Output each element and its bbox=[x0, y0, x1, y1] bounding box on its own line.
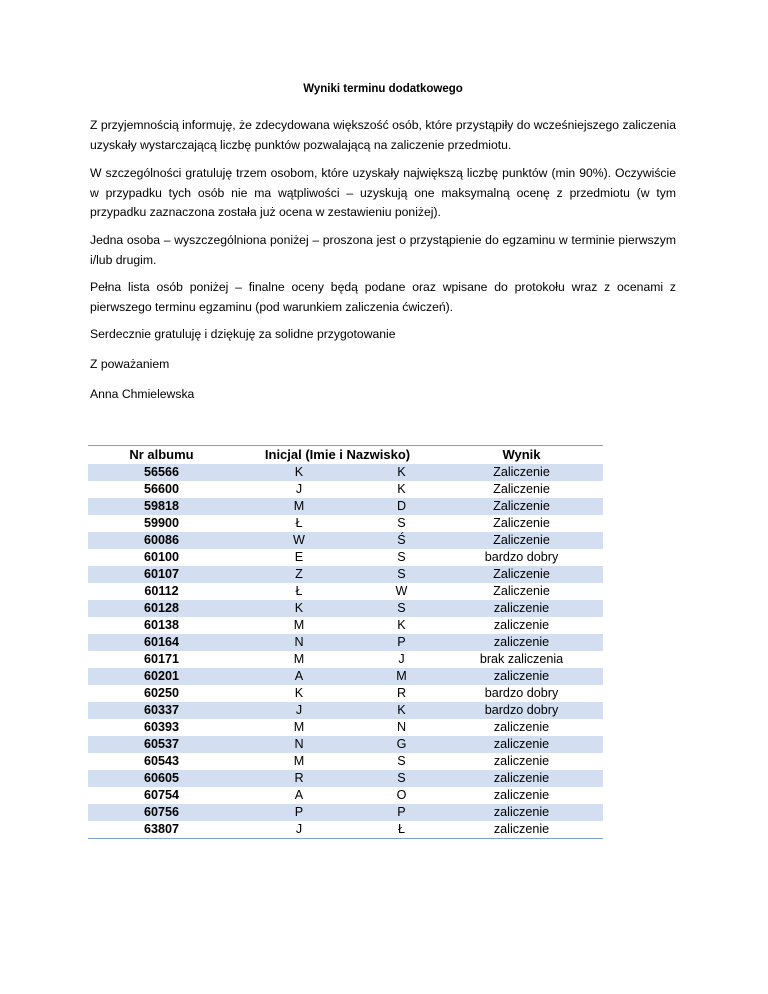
last-initial: J bbox=[398, 651, 405, 666]
first-initial: N bbox=[294, 634, 304, 649]
header-album: Nr albumu bbox=[129, 447, 194, 462]
last-initial: S bbox=[397, 600, 406, 615]
result-cell: zaliczenie bbox=[493, 753, 550, 768]
document-title: Wyniki terminu dodatkowego bbox=[303, 83, 463, 95]
result-cell: zaliczenie bbox=[493, 719, 550, 734]
paragraph-exam-notice: Jedna osoba – wyszczególniona poniżej – proszona jest o przystąpienie do egzaminu w terminie pierwszym i/lub drugim. bbox=[90, 233, 676, 267]
initials-cell bbox=[235, 753, 440, 770]
result-cell: zaliczenie bbox=[493, 600, 550, 615]
album-number-cell: 60086 bbox=[143, 532, 180, 547]
table-row bbox=[88, 617, 603, 634]
table-row bbox=[88, 651, 603, 668]
first-initial: A bbox=[294, 668, 304, 683]
initials-cell bbox=[235, 498, 440, 515]
initials-cell bbox=[235, 736, 440, 753]
first-initial: W bbox=[293, 532, 305, 547]
initials-cell bbox=[235, 583, 440, 600]
table-row bbox=[88, 702, 603, 719]
album-number-cell: 60605 bbox=[143, 770, 180, 785]
first-initial: M bbox=[293, 719, 305, 734]
table-row bbox=[88, 804, 603, 821]
last-initial: P bbox=[397, 634, 406, 649]
last-initial: R bbox=[396, 685, 407, 700]
initials-cell bbox=[235, 770, 440, 787]
last-initial: S bbox=[397, 566, 406, 581]
initials-cell bbox=[235, 617, 440, 634]
first-initial: Z bbox=[295, 566, 303, 581]
initials-cell bbox=[235, 549, 440, 566]
table-row bbox=[88, 464, 603, 481]
initials-cell bbox=[235, 685, 440, 702]
initials-cell bbox=[235, 804, 440, 821]
last-initial: K bbox=[397, 702, 406, 717]
initials-cell bbox=[235, 651, 440, 668]
result-cell: Zaliczenie bbox=[493, 515, 550, 530]
initials-cell bbox=[235, 634, 440, 651]
table-row bbox=[88, 719, 603, 736]
album-number-cell: 60756 bbox=[143, 804, 180, 819]
album-number-cell: 63807 bbox=[143, 821, 180, 836]
first-initial: Ł bbox=[295, 583, 303, 598]
first-initial: K bbox=[294, 464, 304, 479]
last-initial: G bbox=[396, 736, 407, 751]
paragraph-congratulations: W szczególności gratuluję trzem osobom, które uzyskały największą liczbę punktów (min 90%). Oczywiście w przypadku tych osób nie ma wątpliwości – uzyskują one maksymalną ocenę z przedmiotu (w tym przypadku zaznaczona została już ocena w zestawieniu poniżej). bbox=[90, 166, 676, 219]
last-initial: K bbox=[397, 481, 406, 496]
result-cell: bardzo dobry bbox=[484, 549, 559, 564]
table-row bbox=[88, 532, 603, 549]
result-cell: zaliczenie bbox=[493, 821, 550, 836]
album-number-cell: 59818 bbox=[143, 498, 180, 513]
table-body bbox=[88, 464, 603, 838]
album-number-cell: 60250 bbox=[143, 685, 180, 700]
last-initial: O bbox=[396, 787, 407, 802]
album-number-cell: 60107 bbox=[143, 566, 180, 581]
last-initial: S bbox=[397, 770, 406, 785]
table-row bbox=[88, 668, 603, 685]
album-number-cell: 60100 bbox=[143, 549, 180, 564]
last-initial: S bbox=[397, 753, 406, 768]
album-number-cell: 60543 bbox=[143, 753, 180, 768]
result-cell: zaliczenie bbox=[493, 787, 550, 802]
paragraph-intro: Z przyjemnością informuję, że zdecydowana większość osób, które przystąpiły do wcześniejszego zaliczenia uzyskały wystarczającą liczbę punktów pozwalającą na zaliczenie przedmiotu. bbox=[90, 118, 676, 152]
initials-cell bbox=[235, 464, 440, 481]
table-row bbox=[88, 498, 603, 515]
last-initial: Ś bbox=[397, 532, 406, 547]
result-cell: zaliczenie bbox=[493, 736, 550, 751]
album-number-cell: 60138 bbox=[143, 617, 180, 632]
results-table bbox=[88, 445, 603, 839]
initials-cell bbox=[235, 600, 440, 617]
first-initial: J bbox=[295, 821, 303, 836]
table-row bbox=[88, 566, 603, 583]
album-number-cell: 60537 bbox=[143, 736, 180, 751]
album-number-cell: 60201 bbox=[143, 668, 180, 683]
last-initial: M bbox=[396, 668, 407, 683]
first-initial: Ł bbox=[295, 515, 303, 530]
header-result: Wynik bbox=[502, 447, 541, 462]
initials-cell bbox=[235, 566, 440, 583]
result-cell: zaliczenie bbox=[493, 634, 550, 649]
result-cell: bardzo dobry bbox=[484, 685, 559, 700]
initials-cell bbox=[235, 668, 440, 685]
first-initial: M bbox=[293, 651, 305, 666]
table-row bbox=[88, 515, 603, 532]
first-initial: J bbox=[295, 702, 303, 717]
last-initial: S bbox=[397, 515, 406, 530]
last-initial: Ł bbox=[397, 821, 405, 836]
result-cell: Zaliczenie bbox=[493, 583, 550, 598]
last-initial: K bbox=[397, 464, 406, 479]
signature-name: Anna Chmielewska bbox=[90, 387, 195, 401]
last-initial: K bbox=[397, 617, 406, 632]
table-row bbox=[88, 600, 603, 617]
album-number-cell: 60754 bbox=[143, 787, 180, 802]
album-number-cell: 56566 bbox=[143, 464, 180, 479]
album-number-cell: 60164 bbox=[143, 634, 180, 649]
table-row bbox=[88, 770, 603, 787]
closing-salutation: Z poważaniem bbox=[90, 357, 170, 371]
table-row bbox=[88, 821, 603, 838]
table-row bbox=[88, 753, 603, 770]
result-cell: bardzo dobry bbox=[484, 702, 559, 717]
table-row bbox=[88, 787, 603, 804]
album-number-cell: 60112 bbox=[144, 583, 179, 598]
last-initial: S bbox=[397, 549, 406, 564]
album-number-cell: 60337 bbox=[143, 702, 180, 717]
initials-cell bbox=[235, 719, 440, 736]
result-cell: zaliczenie bbox=[493, 617, 550, 632]
result-cell: zaliczenie bbox=[493, 804, 550, 819]
result-cell: zaliczenie bbox=[493, 668, 550, 683]
result-cell: zaliczenie bbox=[493, 770, 550, 785]
album-number-cell: 60171 bbox=[143, 651, 180, 666]
result-cell: Zaliczenie bbox=[493, 498, 550, 513]
last-initial: P bbox=[397, 804, 406, 819]
table-row bbox=[88, 549, 603, 566]
table-row bbox=[88, 481, 603, 498]
result-cell: Zaliczenie bbox=[493, 464, 550, 479]
album-number-cell: 60128 bbox=[143, 600, 180, 615]
initials-cell bbox=[235, 481, 440, 498]
header-initials: Inicjal (Imie i Nazwisko) bbox=[264, 447, 411, 462]
last-initial: W bbox=[395, 583, 408, 598]
first-initial: M bbox=[293, 753, 305, 768]
first-initial: M bbox=[293, 498, 305, 513]
first-initial: J bbox=[295, 481, 303, 496]
result-cell: Zaliczenie bbox=[493, 532, 550, 547]
initials-cell bbox=[235, 532, 440, 549]
table-row bbox=[88, 736, 603, 753]
result-cell: brak zaliczenia bbox=[479, 651, 564, 666]
first-initial: E bbox=[294, 549, 304, 564]
paragraph-full-list: Pełna lista osób poniżej – finalne oceny będą podane oraz wpisane do protokołu wraz z ocenami z pierwszego terminu egzaminu (pod warunkiem zaliczenia ćwiczeń). bbox=[90, 280, 676, 314]
first-initial: K bbox=[294, 685, 304, 700]
initials-cell bbox=[235, 787, 440, 804]
last-initial: D bbox=[396, 498, 407, 513]
first-initial: A bbox=[294, 787, 304, 802]
initials-cell bbox=[235, 515, 440, 532]
table-row bbox=[88, 583, 603, 600]
initials-cell bbox=[235, 821, 440, 838]
table-row bbox=[88, 685, 603, 702]
last-initial: N bbox=[396, 719, 407, 734]
paragraph-thanks: Serdecznie gratuluję i dziękuję za solidne przygotowanie bbox=[90, 327, 396, 341]
initials-cell bbox=[235, 702, 440, 719]
first-initial: M bbox=[293, 617, 305, 632]
first-initial: K bbox=[294, 600, 304, 615]
first-initial: R bbox=[294, 770, 304, 785]
result-cell: Zaliczenie bbox=[493, 566, 550, 581]
result-cell: Zaliczenie bbox=[493, 481, 550, 496]
table-header-row bbox=[88, 446, 603, 464]
album-number-cell: 59900 bbox=[143, 515, 180, 530]
album-number-cell: 56600 bbox=[143, 481, 180, 496]
first-initial: N bbox=[294, 736, 304, 751]
album-number-cell: 60393 bbox=[143, 719, 180, 734]
table-row bbox=[88, 634, 603, 651]
first-initial: P bbox=[294, 804, 304, 819]
